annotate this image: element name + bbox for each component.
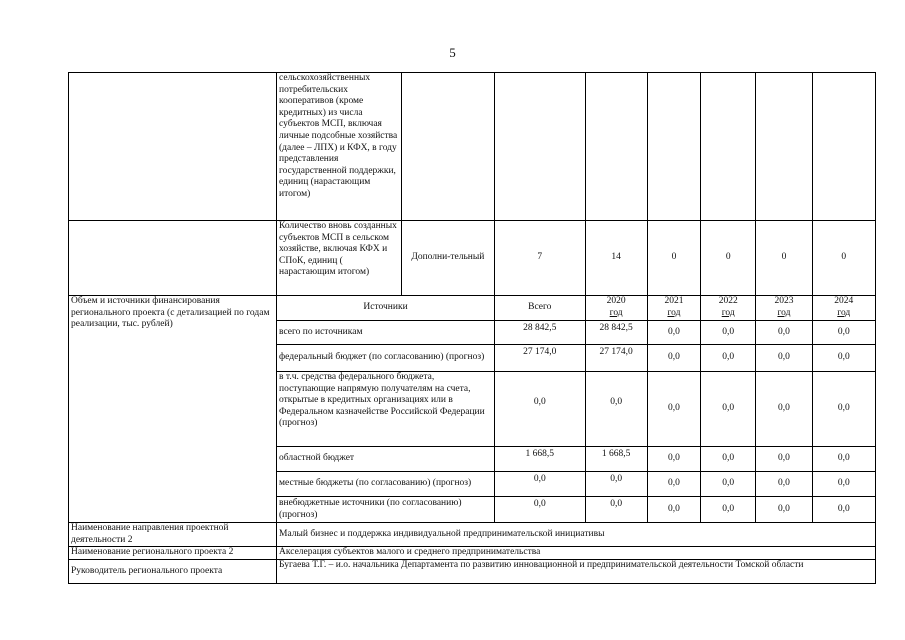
value-cell: 0,0 — [585, 372, 647, 447]
value-cell: 0,0 — [701, 497, 756, 523]
value-cell: 0,0 — [647, 321, 700, 345]
value-cell: 0,0 — [495, 472, 585, 497]
source-name: в т.ч. средства федерального бюджета, поступающие напрямую получателям на счета, открытые в кредитных организациях или в Федеральном казначействе Российской Федерации (прогноз) — [277, 372, 495, 447]
source-name: всего по источникам — [277, 321, 495, 345]
indicator-name: сельскохозяйственных потребительских кооперативов (кроме кредитных) из числа субъектов МСП, включая личные подсобные хозяйства (далее – ЛПХ) и КФХ, в году представления государственной поддержки, единиц (нарастающим итогом) — [277, 73, 402, 221]
value-cell: 0 — [756, 221, 812, 296]
value-cell: 0,0 — [812, 472, 875, 497]
project-label: Наименование регионального проекта 2 — [69, 547, 277, 560]
header-year: 2022 год — [701, 296, 756, 321]
value-cell: 7 — [495, 221, 585, 296]
value-cell: 0 — [701, 221, 756, 296]
value-cell — [812, 73, 875, 221]
value-cell: 0 — [812, 221, 875, 296]
value-cell: 0,0 — [812, 447, 875, 472]
value-cell: 28 842,5 — [585, 321, 647, 345]
indicator-type — [401, 73, 494, 221]
value-cell: 0,0 — [812, 372, 875, 447]
direction-row — [69, 523, 876, 547]
value-cell: 0,0 — [647, 372, 700, 447]
value-cell: 0,0 — [756, 472, 812, 497]
indicator-type: Дополни-тельный — [401, 221, 494, 296]
header-year: 2024 год — [812, 296, 875, 321]
header-sources: Источники — [277, 296, 495, 321]
value-cell — [585, 73, 647, 221]
header-year: 2023 год — [756, 296, 812, 321]
value-cell: 0,0 — [495, 372, 585, 447]
value-cell: 0,0 — [756, 497, 812, 523]
direction-label: Наименование направления проектной деятельности 2 — [69, 523, 277, 547]
value-cell: 0,0 — [812, 345, 875, 372]
page-number: 5 — [449, 45, 456, 60]
value-cell: 14 — [585, 221, 647, 296]
value-cell: 27 174,0 — [585, 345, 647, 372]
value-cell: 0,0 — [647, 472, 700, 497]
value-cell: 0,0 — [701, 345, 756, 372]
value-cell: 27 174,0 — [495, 345, 585, 372]
value-cell — [701, 73, 756, 221]
head-label: Руководитель регионального проекта — [69, 560, 277, 584]
value-cell: 0,0 — [701, 372, 756, 447]
indicator-row-1 — [69, 73, 876, 221]
value-cell: 0,0 — [585, 472, 647, 497]
head-row — [69, 560, 876, 584]
empty-cell — [69, 221, 277, 296]
head-value: Бугаева Т.Г. – и.о. начальника Департамента по развитию инновационной и предпринимательской деятельности Томской области — [277, 560, 876, 584]
project-row — [69, 547, 876, 560]
value-cell: 0,0 — [495, 497, 585, 523]
value-cell: 0,0 — [812, 321, 875, 345]
value-cell: 0,0 — [647, 447, 700, 472]
value-cell — [495, 73, 585, 221]
indicator-name: Количество вновь созданных субъектов МСП в сельском хозяйстве, включая КФХ и СПоК, единиц ( нарастающим итогом) — [277, 221, 402, 296]
indicator-row-2 — [69, 221, 876, 296]
value-cell: 0 — [647, 221, 700, 296]
value-cell: 0,0 — [701, 472, 756, 497]
regional-project-table — [68, 72, 876, 584]
source-name: местные бюджеты (по согласованию) (прогноз) — [277, 472, 495, 497]
value-cell: 0,0 — [756, 372, 812, 447]
value-cell: 0,0 — [812, 497, 875, 523]
value-cell — [647, 73, 700, 221]
value-cell: 0,0 — [585, 497, 647, 523]
header-total: Всего — [495, 296, 585, 321]
value-cell: 0,0 — [701, 321, 756, 345]
value-cell: 0,0 — [756, 447, 812, 472]
header-year: 2020 год — [585, 296, 647, 321]
value-cell: 1 668,5 — [495, 447, 585, 472]
value-cell: 28 842,5 — [495, 321, 585, 345]
value-cell: 0,0 — [647, 497, 700, 523]
project-value: Акселерация субъектов малого и среднего предпринимательства — [277, 547, 876, 560]
empty-cell — [69, 73, 277, 221]
header-year: 2021 год — [647, 296, 700, 321]
source-name: федеральный бюджет (по согласованию) (прогноз) — [277, 345, 495, 372]
finance-label: Объем и источники финансирования регионального проекта (с детализацией по годам реализации, тыс. рублей) — [69, 296, 277, 523]
value-cell: 0,0 — [756, 345, 812, 372]
value-cell — [756, 73, 812, 221]
value-cell: 0,0 — [701, 447, 756, 472]
source-name: областной бюджет — [277, 447, 495, 472]
value-cell: 0,0 — [647, 345, 700, 372]
value-cell: 1 668,5 — [585, 447, 647, 472]
finance-header-row — [69, 296, 876, 321]
direction-value: Малый бизнес и поддержка индивидуальной предпринимательской инициативы — [277, 523, 876, 547]
value-cell: 0,0 — [756, 321, 812, 345]
source-name: внебюджетные источники (по согласованию) (прогноз) — [277, 497, 495, 523]
